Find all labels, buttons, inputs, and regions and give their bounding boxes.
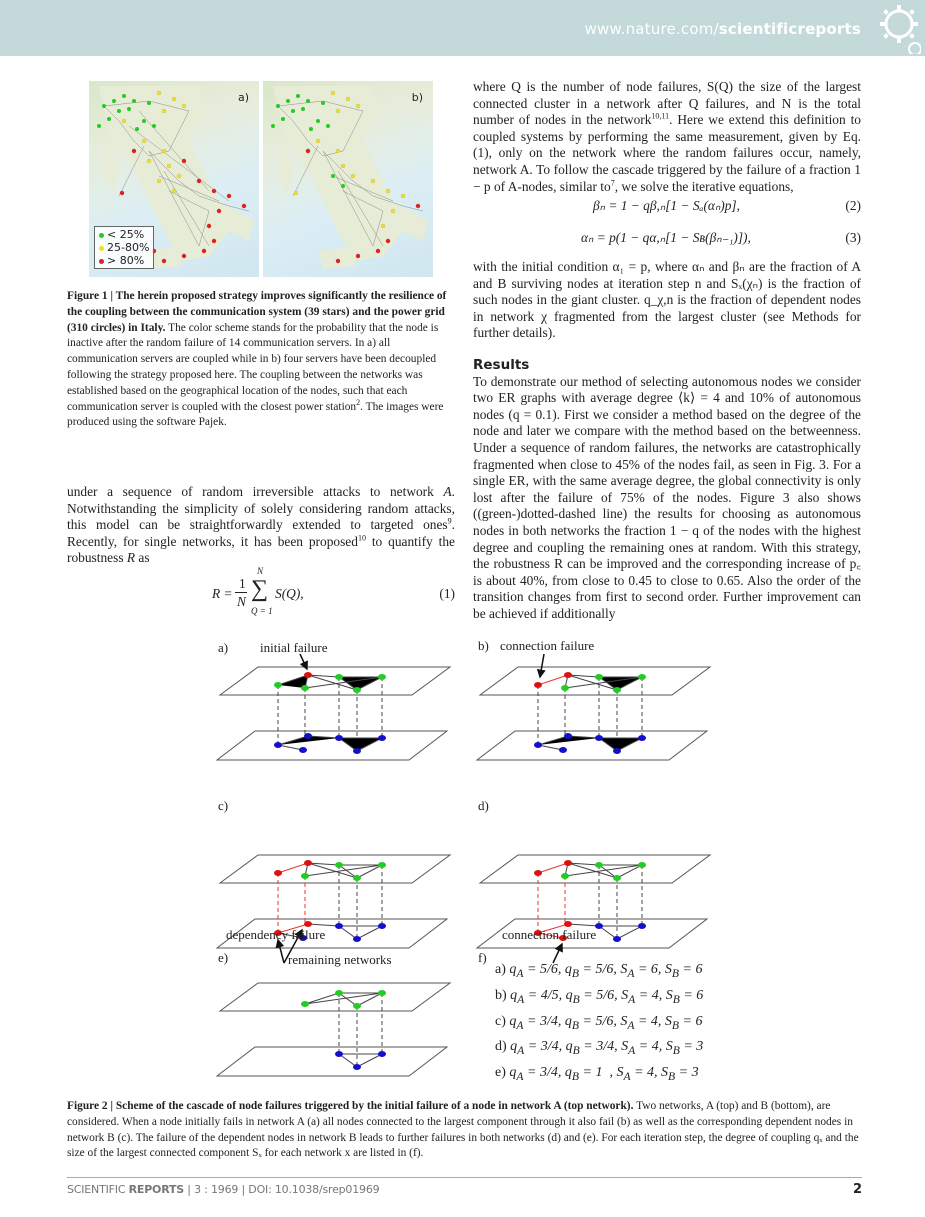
footer-citation: SCIENTIFIC REPORTS | 3 : 1969 | DOI: 10.1038/srep01969 — [67, 1183, 380, 1196]
panel-label: f) — [478, 950, 487, 965]
italy-network-map-b — [263, 81, 433, 277]
reference-link[interactable]: 10 — [357, 533, 366, 543]
table-row: b) $q_A = 4/5$, $q_B = 5/6$, $S_A = 4$, $S_B = 6$ — [495, 987, 704, 1006]
panel-label: a) — [218, 640, 229, 655]
panel-label: d) — [478, 798, 489, 813]
table-row: e) $q_A = 3/4$, $q_B = 1$ , $S_A = 4$, $S_B = 3$ — [495, 1065, 699, 1083]
panel-d-diagram — [477, 855, 710, 963]
panel-b-diagram — [477, 654, 710, 760]
panel-annotation: connection failure — [500, 638, 595, 653]
coupling-table — [495, 959, 703, 1088]
panel-label: a) — [237, 91, 249, 104]
figure-1-legend — [94, 226, 154, 269]
results-paragraph: To demonstrate our method of selecting autonomous nodes we consider two ER graphs with average degree ⟨k⟩ = 4 and 10% of autonomous nodes (q = 0.1). First we consider a method based on the degree of the node and later we compare with the method based on the betweenness. Under a sequence of random failures, the networks are catastrophically fragmented when close to 45% of the nodes fail, as seen in Fig. 3. For a single ER, with the same average degree, the global connectivity is only lost after the failure of 75% of the nodes. Figure 3 also shows ((green-)dotted-dashed line) the results for choosing as autonomous nodes in both networks the fraction 1 − q of the nodes with the highest degree and coupling the remaining ones at random. With this strategy, the robustness R can be improved and the corresponding increase of p꜀ is about 40%, from close to 0.45 to close to 0.65. Also the order of the transition changes from first to second order. Further improvement can be achieved if additionally — [473, 373, 861, 621]
legend-item: < 25% — [99, 228, 149, 241]
panel-annotation: connection failure — [502, 927, 597, 942]
table-row: a) $q_A = 5/6$, $q_B = 5/6$, $S_A = 6$, $S_B = 6$ — [495, 962, 703, 980]
legend-item: 25-80% — [99, 241, 149, 254]
red-dot-icon — [99, 259, 104, 264]
figure-1-panel-b — [263, 81, 433, 277]
panel-c-diagram — [217, 855, 450, 963]
doi-link[interactable]: | 3 : 1969 | DOI: 10.1038/srep01969 — [184, 1183, 380, 1196]
figure-2-caption: Figure 2 | Scheme of the cascade of node failures triggered by the initial failure of a node in network A (top network). Two networks, A (top) and B (bottom), are considered. When a node initially fails in network A (a) all nodes connected to the largest component through it also fail (b) as well as the corresponding dependent nodes in network B (c). The failure of the dependent nodes in network B leads to further failures in both networks (d) and (e). For each iteration step, the degree of coupling qₓ and the size of the largest connected component Sₓ for each network x are listed in (f). — [67, 1100, 859, 1160]
panel-annotation: initial failure — [260, 640, 328, 655]
panel-e-diagram — [217, 983, 450, 1076]
green-dot-icon — [99, 233, 104, 238]
journal-header — [0, 0, 925, 56]
panel-annotation: dependency failure — [226, 927, 326, 942]
figure-2 — [210, 632, 730, 1092]
body-paragraph-right-1: where Q is the number of node failures, S(Q) the size of the largest connected cluster in a network after Q failures, and N is the total number of nodes in the network$^{10,11}$. Here we extend this definition to coupled systems by performing the same measurement, given by Eq. (1), only on the network where the random failures occur, namely, network A. To follow the cascade triggered by the failure of a fraction 1 − p of A-nodes, similar $to^7$, we solve the iterative equations, — [473, 79, 861, 194]
legend-item: > 80% — [99, 254, 149, 267]
page-number: 2 — [852, 1182, 862, 1197]
section-heading-results: Results — [473, 357, 530, 373]
figure-1-panel-a — [89, 81, 259, 277]
reference-link[interactable]: 2 — [356, 397, 361, 407]
figure-1-caption: Figure 1 | The herein proposed strategy improves significantly the resilience of the coupling between the communication system (39 stars) and the power grid (310 circles) in Italy. The color scheme stands for the probability that the node is inactive after the random failure of 14 communication servers. In a) all communication servers are coupled while in b) four servers have been decoupled following the strategy proposed here. The coupling between the networks was established based on the geographical location of the nodes, such that each communication server is coupled with the closest power station$^2$. The images were produced using the software Pajek. — [67, 290, 447, 429]
figure-1 — [89, 81, 453, 277]
reference-link[interactable]: 10,11 — [651, 111, 670, 121]
gear-icon — [869, 2, 921, 54]
reference-link[interactable]: 7 — [610, 178, 615, 188]
body-paragraph-right-2: with the initial condition α₁ = p, where αₙ and βₙ are the fraction of A and B surviving nodes at iteration step n and Sₓ(χₙ) is the fraction of such nodes in the giant cluster. q_χ,n is the fraction of dependent nodes in network χ fragmented from the largest cluster (see Methods for further details). — [473, 259, 861, 341]
panel-a-diagram — [217, 654, 450, 760]
panel-label: b) — [411, 91, 423, 104]
panel-label: c) — [218, 798, 229, 813]
body-paragraph-left: under a sequence of random irreversible attacks to network A. Notwithstanding the simplicity of solely considering random attacks, this model can be straightforwardly extended to targeted ones$^9$. Recently, for single networks, it has been proposed$^{10}$ to quantify the robustness R as — [67, 484, 455, 566]
table-row: c) $q_A = 3/4$, $q_B = 5/6$, $S_A = 4$, $S_B = 6$ — [495, 1013, 703, 1032]
table-row: d) $q_A = 3/4$, $q_B = 3/4$, $S_A = 4$, $S_B = 3$ — [495, 1039, 704, 1058]
results-section — [473, 357, 861, 623]
yellow-dot-icon — [99, 246, 104, 251]
equation-1: R = 1 N N ∑ Q = 1 S(Q), (1) — [212, 566, 455, 616]
reference-link[interactable]: 9 — [447, 516, 452, 526]
panel-label: b) — [478, 638, 489, 653]
sum-symbol: ∑ — [251, 576, 269, 602]
panel-label: e) — [218, 950, 229, 965]
panel-annotation: remaining networks — [288, 952, 392, 967]
footer-divider — [67, 1177, 862, 1178]
journal-url[interactable]: www.nature.com/scientificreports — [584, 20, 861, 38]
